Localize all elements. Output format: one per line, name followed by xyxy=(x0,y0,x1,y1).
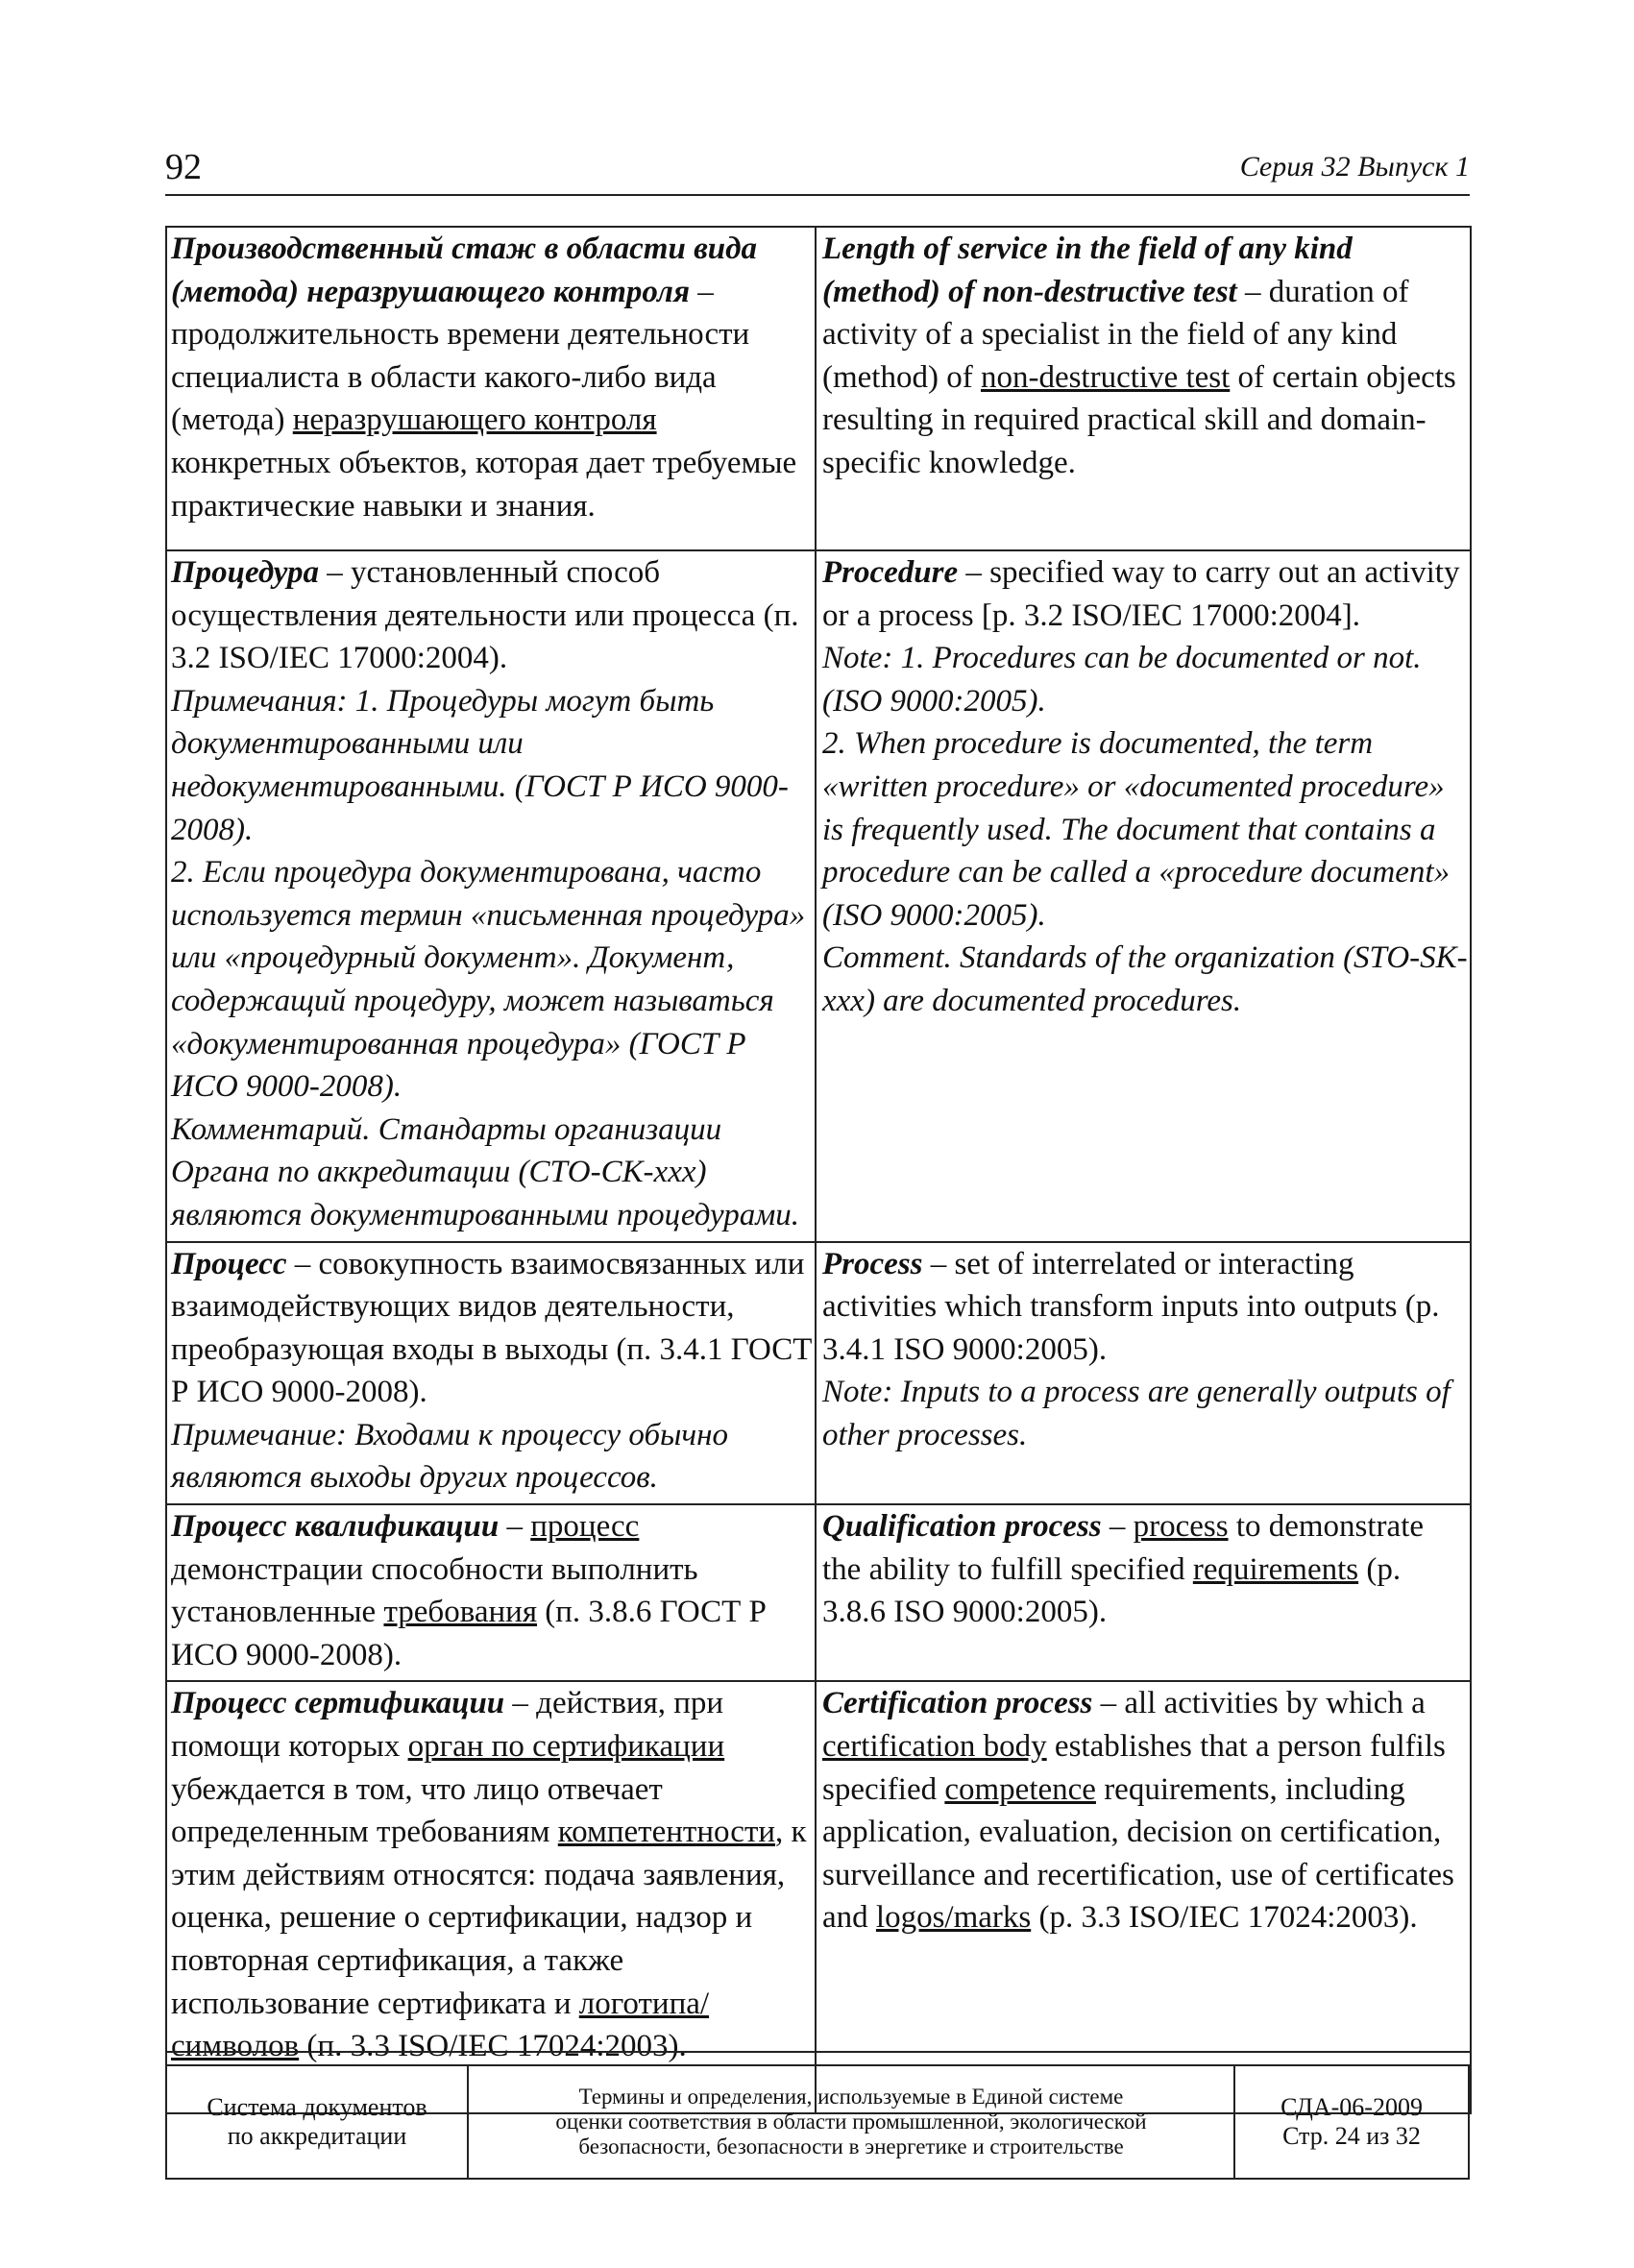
cross-reference-link[interactable]: логотипа/символов xyxy=(171,1986,710,2064)
definition-text: конкретных объектов, которая дает требуемые практические навыки и знания. xyxy=(171,445,797,524)
definition-text: – all activities by which a xyxy=(1092,1686,1426,1721)
definition-text: requirements, including application, evaluation, decision on certification, surveillance and recertification, use of certificates and xyxy=(822,1771,1454,1936)
footer-page-counter: Стр. 24 из 32 xyxy=(1282,2122,1421,2150)
cross-reference-link[interactable]: process xyxy=(1133,1509,1229,1545)
footer-text: безопасности, безопасности в энергетике и строительстве xyxy=(578,2134,1124,2158)
footer-text: по аккредитации xyxy=(227,2122,407,2150)
cross-reference-link[interactable]: компетентности xyxy=(557,1815,776,1850)
cross-reference-link[interactable]: неразрушающего контроля xyxy=(292,402,657,438)
term-cell-ru xyxy=(166,227,816,550)
definition-text: (p. 3.8.6 ISO 9000:2005). xyxy=(822,1551,1402,1630)
term-cell-en xyxy=(816,1681,1471,2113)
page-number: 92 xyxy=(165,147,202,187)
footer-rule xyxy=(165,2051,1470,2053)
definition-text: (п. 3.3 ISO/IEC 17024:2003). xyxy=(299,2029,687,2064)
footer-text: СДА-06-2009 xyxy=(1280,2093,1423,2121)
definition-text: демонстрации способности выполнить установленные xyxy=(171,1551,698,1630)
footer-text: Термины и определения, используемые в Единой системе xyxy=(578,2085,1124,2109)
definition-text: – действия, при помощи которых xyxy=(171,1686,724,1765)
term-title: Qualification process xyxy=(822,1509,1102,1545)
term-title: Process xyxy=(822,1246,923,1281)
note-text: Примечания: 1. Процедуры могут быть документированными или недокументированными. (ГОСТ Р ИСО 9000-2008). xyxy=(171,683,789,847)
footer-text: Система документов xyxy=(207,2093,427,2121)
note-text: Note: 1. Procedures can be documented or not. (ISO 9000:2005). xyxy=(822,641,1422,719)
definition-text: – specified way to carry out an activity or a process [p. 3.2 ISO/IEC 17000:2004]. xyxy=(822,555,1460,633)
definition-text: to demonstrate the ability to fulfill specified xyxy=(822,1509,1425,1587)
definition-text: (p. 3.3 ISO/IEC 17024:2003). xyxy=(1031,1900,1418,1936)
table-row xyxy=(166,227,1471,550)
term-cell-ru xyxy=(166,1681,816,2113)
footer-document-title xyxy=(468,2065,1234,2179)
cross-reference-link[interactable]: non-destructive test xyxy=(980,359,1231,395)
footer-system-name xyxy=(166,2065,468,2179)
dash: – xyxy=(690,274,714,309)
definition-text: – set of interrelated or interacting activities which transform inputs into outputs (p. 3.4.1 ISO 9000:2005). xyxy=(822,1246,1440,1367)
comment-text: Comment. Standards of the organization (STO-SK-xxx) are documented procedures. xyxy=(822,940,1468,1018)
term-title: Процесс xyxy=(171,1246,287,1281)
note-text: Примечание: Входами к процессу обычно являются выходы других процессов. xyxy=(171,1417,728,1496)
term-title: Производственный стаж в области вида (метода) неразрушающего контроля xyxy=(171,232,758,309)
term-title: Certification process xyxy=(822,1686,1093,1721)
definition-text: of certain objects resulting in required practical skill and domain-specific knowledge. xyxy=(822,359,1456,480)
term-title: Процесс сертификации xyxy=(171,1686,505,1721)
definition-text: продолжительность времени деятельности специалиста в области какого-либо вида (метода) xyxy=(171,317,750,438)
definition-text: – совокупность взаимосвязанных или взаимодействующих видов деятельности, преобразующая входы в выходы (п. 3.4.1 ГОСТ Р ИСО 9000-2008). xyxy=(171,1246,813,1410)
cross-reference-link[interactable]: требования xyxy=(383,1595,537,1630)
cross-reference-link[interactable]: certification body xyxy=(822,1729,1047,1765)
table-row xyxy=(166,1242,1471,1505)
dash: – xyxy=(1236,274,1269,309)
term-cell-en xyxy=(816,1504,1471,1681)
term-title: Length of service in the field of any kind (method) of non-destructive test xyxy=(822,232,1353,309)
term-cell-en xyxy=(816,1242,1471,1505)
table-row xyxy=(166,1681,1471,2113)
table-row xyxy=(166,1504,1471,1681)
note-text: 2. Если процедура документирована, часто используется термин «письменная процедура» или «процедурный документ». Документ, содержащий процедуру, может называться «документированная процедура» (ГОСТ Р ИСО 9000-2008). xyxy=(171,855,806,1105)
term-cell-ru xyxy=(166,1242,816,1505)
page-header xyxy=(165,144,1470,196)
footer-text: оценки соответствия в области промышленной, экологической xyxy=(555,2109,1147,2134)
definition-text: (п. 3.8.6 ГОСТ Р ИСО 9000-2008). xyxy=(171,1595,767,1672)
terms-table xyxy=(165,226,1472,2114)
cross-reference-link[interactable]: logos/marks xyxy=(875,1900,1032,1936)
definition-text: – установленный способ осуществления деятельности или процесса (п. 3.2 ISO/IEC 17000:2004). xyxy=(171,555,799,676)
term-title: Процедура xyxy=(171,555,319,590)
cross-reference-link[interactable]: орган по сертификации xyxy=(407,1729,725,1765)
comment-text: Комментарий. Стандарты организации Органа по аккредитации (СТО-СК-ххх) являются документированными процедурами. xyxy=(171,1111,800,1232)
cross-reference-link[interactable]: competence xyxy=(944,1771,1096,1807)
term-title: Procedure xyxy=(822,555,959,590)
cross-reference-link[interactable]: процесс xyxy=(530,1509,640,1545)
term-cell-en xyxy=(816,227,1471,550)
note-text: Note: Inputs to a process are generally outputs of other processes. xyxy=(822,1375,1451,1452)
definition-text: убеждается в том, что лицо отвечает определенным требованиям xyxy=(171,1771,663,1850)
definition-text: duration of activity of a specialist in the field of any kind (method) of xyxy=(822,274,1409,395)
dash: – xyxy=(1101,1509,1134,1545)
dash: – xyxy=(499,1509,531,1545)
footer-document-code xyxy=(1234,2065,1469,2179)
note-text: 2. When procedure is documented, the term «written procedure» or «documented procedure» is frequently used. The document that contains a procedure can be called a «procedure document» (ISO 9000:2005). xyxy=(822,726,1451,933)
term-cell-ru xyxy=(166,550,816,1242)
term-title: Процесс квалификации xyxy=(171,1509,500,1545)
term-cell-ru xyxy=(166,1504,816,1681)
definition-text: establishes that a person fulfils specified xyxy=(822,1729,1446,1807)
cross-reference-link[interactable]: requirements xyxy=(1192,1551,1359,1587)
table-row xyxy=(166,550,1471,1242)
series-title: Серия 32 Выпуск 1 xyxy=(1239,151,1470,183)
definition-text: , к этим действиям относятся: подача заявления, оценка, решение о сертификации, надзор и повторная сертификация, а также использование сертификата и xyxy=(171,1815,807,2021)
page-footer xyxy=(165,2064,1470,2180)
term-cell-en xyxy=(816,550,1471,1242)
